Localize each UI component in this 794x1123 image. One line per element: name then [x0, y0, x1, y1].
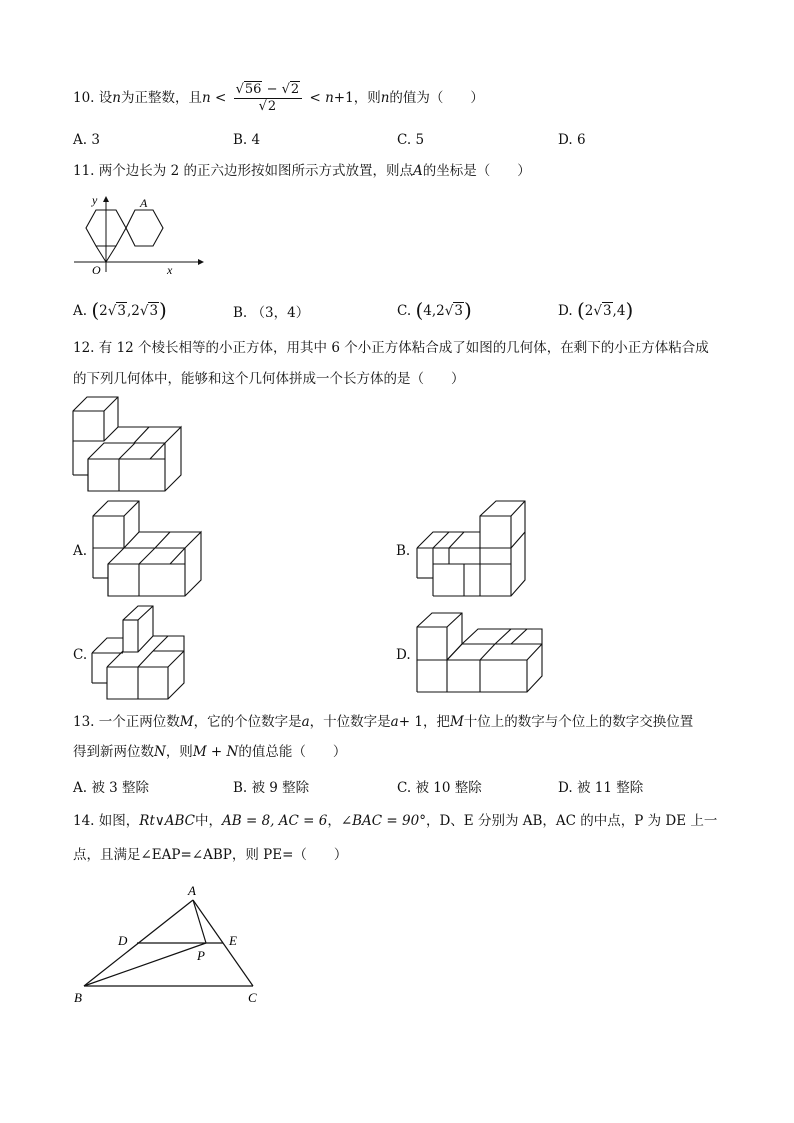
q10-fraction: [234, 82, 303, 115]
label-d: D: [118, 933, 128, 948]
q10-den-sqrt: 2: [267, 99, 277, 114]
label-e: E: [229, 933, 237, 948]
q14-text-c: ，D、E 分别为 AB，AC 的中点，P 为 DE 上一: [425, 813, 718, 829]
q13-var-m: M: [179, 714, 194, 730]
label-x: x: [167, 263, 173, 276]
q12-stem-line2: 的下列几何体中，能够和这个几何体拼成一个长方体的是（ ）: [73, 371, 465, 387]
q10-plus1: +1: [333, 90, 354, 106]
opt-a-coef: 4: [423, 303, 432, 319]
q14-comma: ，: [327, 813, 341, 829]
opt-b-sqrt: 3: [454, 303, 463, 319]
q11-text-a: 两个边长为 2 的正六边形按如图所示方式放置，则点: [98, 163, 413, 179]
q13-var-a: a: [301, 714, 310, 730]
label-c: C: [248, 990, 257, 1005]
hexagon-right: [126, 210, 163, 246]
hex-edge: [106, 246, 116, 262]
q12-line1: 有 12 个棱长相等的小正方体，用其中 6 个小正方体粘合成了如图的几何体，在剩下的小正方体粘合成: [98, 340, 709, 356]
q11-option-b[interactable]: [233, 301, 309, 321]
label-y: y: [92, 193, 98, 207]
q13-line2-a: 得到新两位数: [73, 744, 154, 760]
option-label: A.: [73, 132, 88, 148]
q10-text-c: ，则: [353, 90, 381, 106]
label-p: P: [197, 948, 205, 963]
opt-a-coef: 2: [99, 303, 108, 319]
opt-a-coef: 2: [584, 303, 594, 319]
label-o: O: [92, 263, 101, 276]
option-value: 6: [576, 132, 586, 148]
q11-option-d[interactable]: D. (2√3,4): [558, 298, 634, 322]
q13-option-d[interactable]: [558, 776, 643, 796]
q13-option-a[interactable]: [73, 776, 149, 796]
q13-var-n: N: [154, 744, 166, 760]
q10-num-sqrt-b: 2: [290, 82, 300, 97]
q14-text-b: 中，: [195, 813, 223, 829]
option-label: A.: [73, 780, 88, 796]
option-label: C.: [397, 132, 412, 148]
q13-expr-a: a: [390, 714, 399, 730]
option-value: 4: [251, 132, 261, 148]
option-label: C.: [397, 780, 412, 796]
option-label: B.: [233, 305, 248, 321]
q13-number: 13.: [73, 714, 95, 730]
option-value: 3: [91, 132, 100, 148]
opt-b-coef: 4: [616, 303, 626, 319]
q10-fraction-denominator: √2: [258, 99, 277, 114]
q13-option-c[interactable]: [397, 776, 482, 796]
q11-var-a: A: [412, 163, 423, 179]
q13-var-m2: M: [449, 714, 464, 730]
q10-option-c[interactable]: [397, 132, 424, 148]
q13-expr-mn: M + N: [192, 744, 239, 760]
hex-edge: [96, 246, 106, 262]
q10-text-b: 为正整数，且: [120, 90, 202, 106]
q10-lt2: <: [309, 90, 321, 106]
opt-b-sqrt: 3: [149, 303, 159, 319]
option-value: 被 10 整除: [415, 780, 482, 796]
option-value: 被 9 整除: [251, 780, 310, 796]
q13-line2-b: ，则: [165, 744, 193, 760]
q11-stem: [73, 162, 531, 180]
q14-text-a: 如图，: [98, 813, 140, 829]
opt-sep: ,: [612, 303, 617, 319]
q10-option-a[interactable]: [73, 132, 100, 148]
label-b: B: [74, 990, 82, 1005]
opt-b-coef: 2: [131, 303, 140, 319]
option-value: 被 11 整除: [576, 780, 644, 796]
q10-num-op: −: [266, 82, 278, 97]
q14-triangle-figure: [70, 880, 270, 1010]
q12-option-a-label[interactable]: A.: [73, 543, 88, 559]
opt-a-sqrt: 3: [117, 303, 126, 319]
q10-text-a: 设: [98, 90, 113, 106]
q10-option-b[interactable]: [233, 132, 260, 148]
q12-option-d-solid[interactable]: [414, 610, 548, 696]
q13-text-e: 十位上的数字与个位上的数字交换位置: [463, 714, 694, 730]
q12-option-c-solid[interactable]: [88, 603, 202, 703]
q10-num-sqrt-a: 56: [244, 82, 262, 97]
option-value: 5: [415, 132, 425, 148]
opt-b-coef: 2: [436, 303, 445, 319]
option-label: D.: [558, 780, 573, 796]
label-a: A: [140, 196, 148, 210]
option-label: B.: [233, 132, 248, 148]
q10-option-d[interactable]: [558, 132, 586, 148]
option-label: C.: [397, 303, 412, 319]
q13-line2-c: 的值总能（ ）: [238, 744, 347, 760]
opt-sep: ,: [126, 303, 132, 319]
q14-rt-triangle: Rt∨ABC: [139, 813, 196, 829]
option-label: B.: [233, 780, 248, 796]
q12-main-solid: [70, 395, 186, 495]
q12-option-d-label[interactable]: D.: [396, 647, 411, 663]
q14-eq1: AB = 8, AC = 6: [222, 813, 328, 829]
q14-number: 14.: [73, 813, 95, 829]
opt-sep: ,: [431, 303, 437, 319]
q10-fraction-numerator: √56 − √2: [234, 82, 303, 99]
q13-option-b[interactable]: [233, 776, 309, 796]
q13-expr-plus1: + 1: [398, 714, 423, 730]
q10-number: 10.: [73, 90, 95, 106]
q12-option-a-solid[interactable]: [90, 498, 206, 600]
q10-var-n4: n: [380, 90, 390, 106]
q10-var-n3: n: [325, 90, 334, 106]
q11-hexagon-figure: [70, 192, 210, 276]
opt-a-sqrt: 3: [602, 303, 612, 319]
q10-stem: [73, 82, 484, 115]
q13-text-a: 一个正两位数: [98, 714, 180, 730]
q11-option-c[interactable]: C. (4,2√3): [397, 298, 472, 322]
label-a: A: [188, 883, 196, 898]
q10-text-d: 的值为（ ）: [389, 90, 484, 106]
q13-text-d: ，把: [422, 714, 450, 730]
q12-option-c-label[interactable]: C.: [73, 647, 88, 663]
q11-option-a[interactable]: A. (2√3,2√3): [73, 298, 167, 322]
q12-stem-line1: [73, 339, 709, 357]
option-value: 被 3 整除: [91, 780, 150, 796]
q12-option-b-label[interactable]: B.: [396, 543, 411, 559]
q13-stem-line1: [73, 713, 693, 731]
segment-ap: [193, 900, 206, 943]
option-label: D.: [558, 303, 573, 319]
q10-lt1: <: [214, 90, 227, 106]
option-value: （3，4）: [251, 305, 310, 321]
q12-number: 12.: [73, 340, 95, 356]
q14-eq2: ∠BAC = 90°: [340, 813, 426, 829]
q11-text-b: 的坐标是（ ）: [422, 163, 531, 179]
q13-text-b: ，它的个位数字是: [193, 714, 302, 730]
q13-stem-line2: [73, 743, 346, 761]
q14-stem-line2: 点，且满足∠EAP=∠ABP，则 PE=（ ）: [73, 847, 348, 863]
q10-var-n2: n: [201, 90, 211, 106]
q10-var-n: n: [112, 90, 121, 106]
q12-option-b-solid[interactable]: [414, 498, 530, 600]
q11-number: 11.: [73, 163, 95, 179]
q13-text-c: ，十位数字是: [309, 714, 391, 730]
q14-stem-line1: [73, 812, 717, 830]
option-label: A.: [73, 303, 88, 319]
segment-bp: [84, 943, 206, 986]
option-label: D.: [558, 132, 573, 148]
